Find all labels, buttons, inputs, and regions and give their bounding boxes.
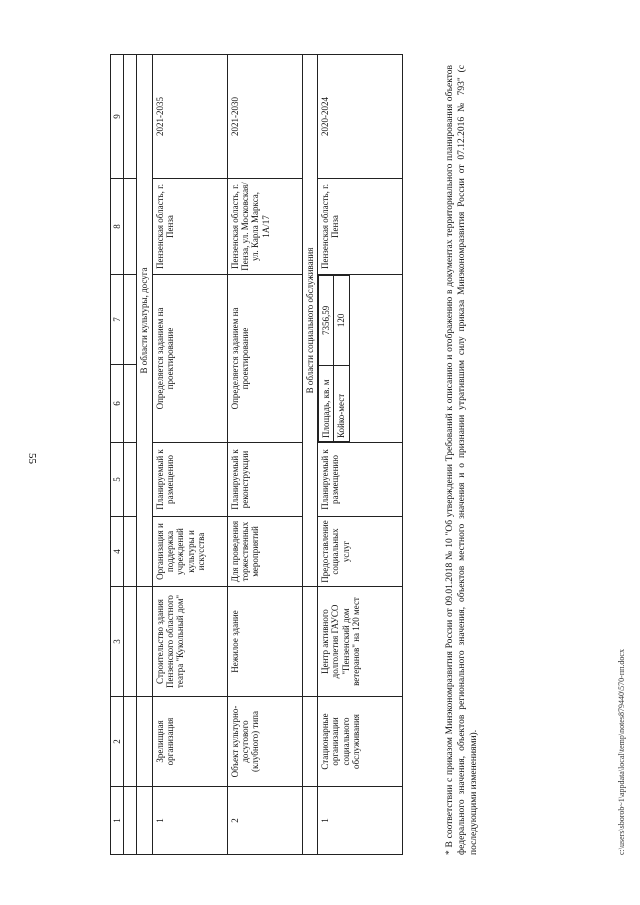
object-name: Нежилое здание [227,587,302,697]
object-status: Планируемый к размещению [318,443,403,517]
document-path: c:\users\sborob~1\appdata\local\temp\notes879440\570-пп.docx [617,649,626,855]
object-purpose: Для проведения торжественных мероприятий [227,517,302,587]
object-name: Строительство здания Пензенского областного театра "Кукольный дом" [152,587,227,697]
object-characteristics [318,275,403,443]
col-header-5: 5 [111,443,124,517]
col-header-8: 8 [111,179,124,275]
page-number: 55 [26,453,38,464]
char-name: Койко-мест [334,365,349,441]
col-header-6: 6 [111,365,124,443]
object-location: Пензенская область, г. Пенза [318,179,403,275]
objects-table [110,54,403,855]
table-row [227,55,302,855]
object-status: Планируемый к реконструкции [227,443,302,517]
col-header-2: 2 [111,697,124,787]
object-location: Пензенская область, г. Пенза [152,179,227,275]
object-period: 2020-2024 [318,55,403,179]
section-row-social [302,55,317,855]
char-value: 7356,59 [319,276,334,366]
object-status: Планируемый к размещению [152,443,227,517]
object-location: Пензенская область, г. Пенза, ул. Московская/ ул. Карла Маркса, 1А/17 [227,179,302,275]
page-number-area [0,0,90,905]
col-header-9: 9 [111,55,124,179]
col-header-7: 7 [111,275,124,365]
rotated-page [90,55,635,855]
col-header-4: 4 [111,517,124,587]
table-row [318,55,403,855]
section-row-culture [137,55,152,855]
object-type: Объект культурно-досугового (клубного) типа [227,697,302,787]
object-name: Центр активного долголетия ГАУСО "Пензенский дом ветеранов" на 120 мест [318,587,403,697]
object-purpose: Организация и поддержка учреждений культуры и искусства [152,517,227,587]
col-header-1: 1 [111,787,124,855]
row-number: 1 [318,787,403,855]
object-purpose: Предоставление социальных услуг [318,517,403,587]
object-characteristics: Определяется заданием на проектирование [152,275,227,443]
section-title-social: В области социального обслуживания [302,55,317,587]
table-row [152,55,227,855]
footnote: * В соответствии с приказом Минэкономразвития России от 09.01.2018 № 10 "Об утверждении Требований к описанию и отображению в документах территориального планирования объектов федерального значения, объектов регионального значения, объектов местного значения и о признании утратившим силу приказа Минэкономразвития России от 07.12.2016 № 793" (с последующими изменениями). [445,65,479,855]
blank-row [124,55,137,855]
char-value: 120 [334,276,349,366]
object-period: 2021-2030 [227,55,302,179]
header-row [111,55,124,855]
char-name: Площадь, кв. м [319,365,334,441]
row-number: 1 [152,787,227,855]
row-number: 2 [227,787,302,855]
object-type: Стационарные организации социального обслуживания [318,697,403,787]
object-type: Зрелищная организация [152,697,227,787]
col-header-3: 3 [111,587,124,697]
section-title-culture: В области культуры, досуга [137,55,152,587]
object-period: 2021-2035 [152,55,227,179]
object-characteristics: Определяется заданием на проектирование [227,275,302,443]
